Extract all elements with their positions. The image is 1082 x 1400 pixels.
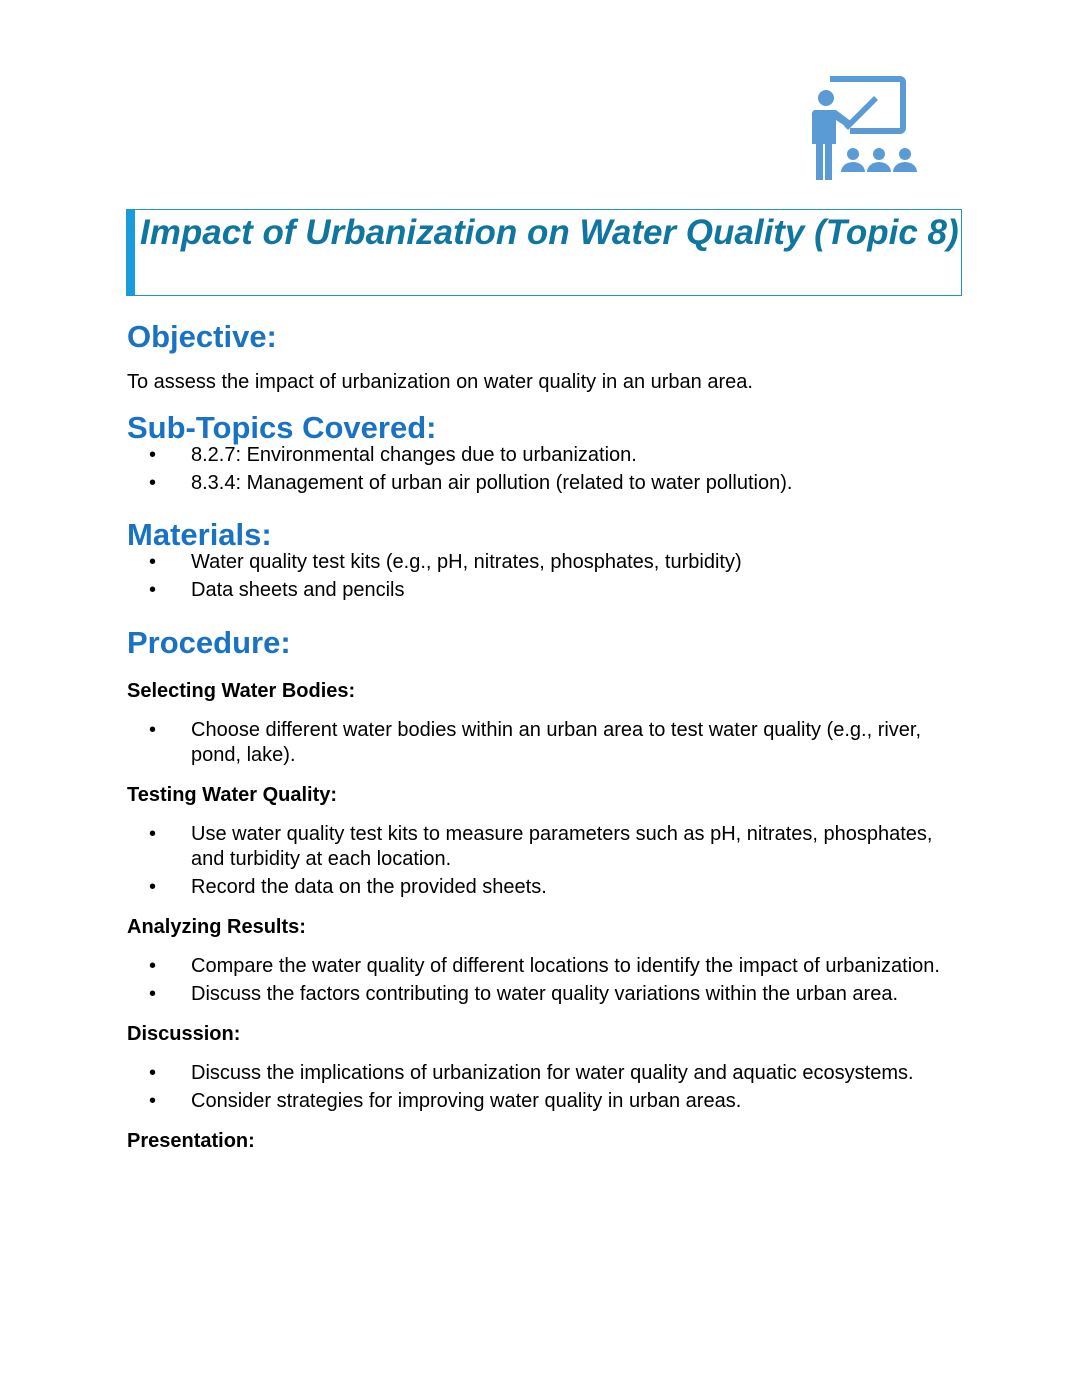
document-content xyxy=(127,316,957,1154)
step-title-discussion: Discussion: xyxy=(127,1023,241,1045)
step-title-testing: Testing Water Quality: xyxy=(127,784,338,806)
list-item: • 8.3.4: Management of urban air pollution (related to water pollution). xyxy=(149,472,793,494)
procedure-heading: Procedure: xyxy=(127,625,291,660)
teacher-presentation-icon xyxy=(800,74,922,182)
list-item: • Consider strategies for improving water quality in urban areas. xyxy=(149,1090,742,1112)
list-item: • Use water quality test kits to measure parameters such as pH, nitrates, phosphates, and turbidity at each location. xyxy=(149,823,933,870)
list-item: • Discuss the implications of urbanization for water quality and aquatic ecosystems. xyxy=(149,1062,914,1084)
step-list-analyzing xyxy=(127,954,957,1007)
subtopics-heading: Sub-Topics Covered: xyxy=(127,410,437,445)
list-item: • 8.2.7: Environmental changes due to urbanization. xyxy=(149,444,637,466)
objective-text: To assess the impact of urbanization on water quality in an urban area. xyxy=(127,371,753,393)
step-list-testing xyxy=(127,822,957,900)
list-item: • Water quality test kits (e.g., pH, nitrates, phosphates, turbidity) xyxy=(149,551,742,573)
list-item: • Data sheets and pencils xyxy=(149,579,405,601)
document-title: Impact of Urbanization on Water Quality (Topic 8) xyxy=(140,213,959,252)
list-item: • Record the data on the provided sheets. xyxy=(149,876,547,898)
list-item: • Discuss the factors contributing to water quality variations within the urban area. xyxy=(149,983,899,1005)
materials-heading: Materials: xyxy=(127,517,272,552)
materials-list xyxy=(127,550,957,603)
list-item: • Choose different water bodies within an urban area to test water quality (e.g., river, pond, lake). xyxy=(149,719,922,766)
step-list-selecting xyxy=(127,718,957,768)
list-item: • Compare the water quality of different locations to identify the impact of urbanization. xyxy=(149,955,940,977)
step-title-presentation: Presentation: xyxy=(127,1130,255,1152)
objective-heading: Objective: xyxy=(127,319,277,354)
subtopics-list xyxy=(127,443,957,496)
step-title-selecting: Selecting Water Bodies: xyxy=(127,680,356,702)
step-title-analyzing: Analyzing Results: xyxy=(127,916,306,938)
title-box xyxy=(126,209,962,296)
step-list-discussion xyxy=(127,1061,957,1114)
